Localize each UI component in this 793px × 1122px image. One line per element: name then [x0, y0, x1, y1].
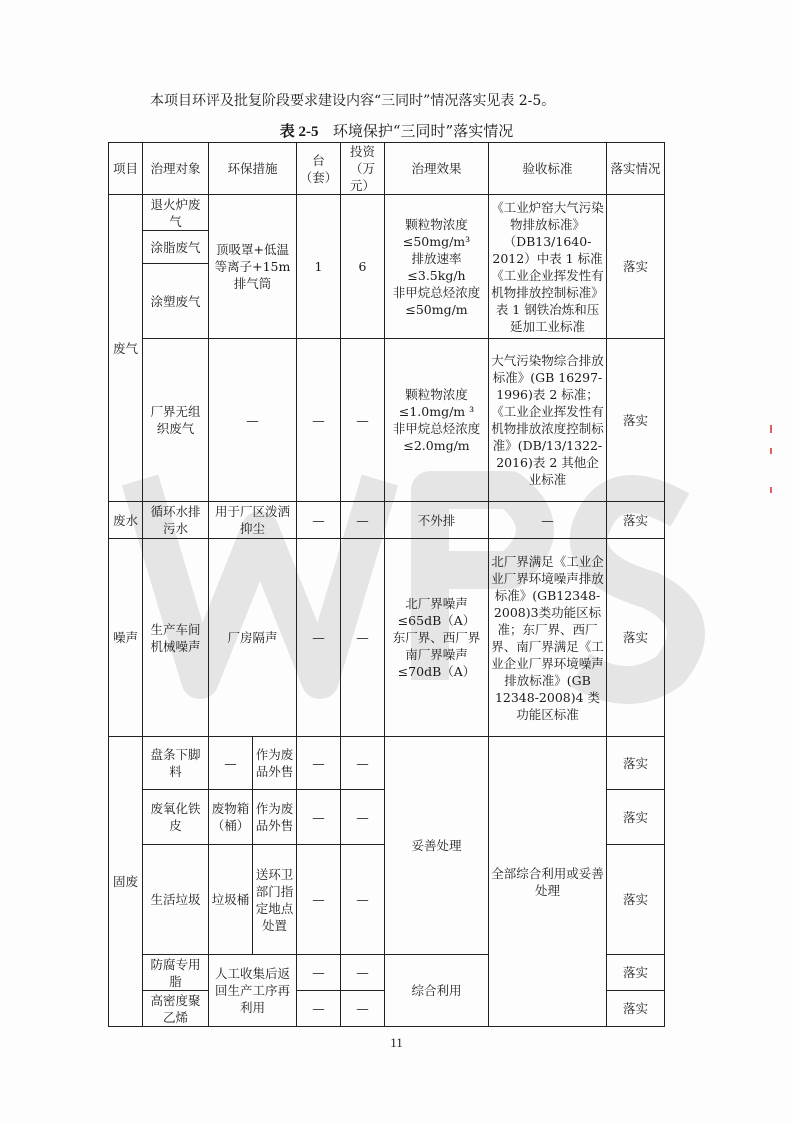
units-gas: 1 — [297, 195, 341, 339]
units-noise: — — [297, 539, 341, 737]
target-wire-scrap: 盘条下脚料 — [143, 737, 209, 790]
header-effect: 治理效果 — [385, 143, 489, 195]
units-anticorrosion-grease: — — [297, 955, 341, 991]
status-wire-scrap: 落实 — [607, 737, 665, 790]
invest-water: — — [341, 502, 385, 539]
margin-mark — [770, 448, 772, 454]
target-fugitive-gas: 厂界无组织废气 — [143, 339, 209, 502]
header-invest: 投资（万元） — [341, 143, 385, 195]
standard-fugitive: 大气污染物综合排放标准》(GB 16297-1996)表 2 标准；《工业企业挥发性有机物排放浓度控制标准》(DB/13/1322-2016)表 2 其他企业标准 — [489, 339, 607, 502]
category-noise: 噪声 — [109, 539, 143, 737]
header-measure: 环保措施 — [209, 143, 297, 195]
target-water: 循环水排污水 — [143, 502, 209, 539]
effect-water: 不外排 — [385, 502, 489, 539]
container-wire-scrap: — — [209, 737, 253, 790]
page-number: 11 — [390, 1035, 403, 1050]
invest-gas: 6 — [341, 195, 385, 339]
status-hdpe: 落实 — [607, 991, 665, 1027]
effect-solid-proper: 妥善处理 — [385, 737, 489, 955]
table-row — [109, 737, 665, 790]
target-coating-gas: 涂塑废气 — [143, 264, 209, 339]
target-domestic-garbage: 生活垃圾 — [143, 845, 209, 955]
header-units: 台（套） — [297, 143, 341, 195]
effect-fugitive: 颗粒物浓度≤1.0mg/m ³ 非甲烷总烃浓度≤2.0mg/m — [385, 339, 489, 502]
units-hdpe: — — [297, 991, 341, 1027]
status-noise: 落实 — [607, 539, 665, 737]
margin-mark — [770, 487, 772, 493]
status-water: 落实 — [607, 502, 665, 539]
table-row — [109, 502, 665, 539]
measure-fugitive: — — [209, 339, 297, 502]
header-item: 项目 — [109, 143, 143, 195]
invest-anticorrosion-grease: — — [341, 955, 385, 991]
intro-paragraph: 本项目环评及批复阶段要求建设内容“三同时”情况落实见表 2-5。 — [150, 93, 556, 109]
handle-domestic-garbage: 送环卫部门指定地点处置 — [253, 845, 297, 955]
standard-noise: 北厂界满足《工业企业厂界环境噪声排放标准》(GB12348-2008)3类功能区标准；东厂界、西厂界、南厂界满足《工业企业厂界环境噪声排放标准》(GB 12348-2008)4 类功能区标准 — [489, 539, 607, 737]
status-iron-oxide: 落实 — [607, 790, 665, 845]
effect-solid-reuse: 综合利用 — [385, 955, 489, 1027]
measure-noise: 厂房隔声 — [209, 539, 297, 737]
header-target: 治理对象 — [143, 143, 209, 195]
target-iron-oxide: 废氧化铁皮 — [143, 790, 209, 845]
units-water: — — [297, 502, 341, 539]
units-fugitive: — — [297, 339, 341, 502]
container-domestic-garbage: 垃圾桶 — [209, 845, 253, 955]
target-greasing-gas: 涂脂废气 — [143, 231, 209, 264]
header-standard: 验收标准 — [489, 143, 607, 195]
table-header-row — [109, 143, 665, 195]
target-anticorrosion-grease: 防腐专用脂 — [143, 955, 209, 991]
status-gas: 落实 — [607, 195, 665, 339]
invest-fugitive: — — [341, 339, 385, 502]
table-title: 环境保护“三同时”落实情况 — [332, 122, 514, 140]
invest-noise: — — [341, 539, 385, 737]
measure-gas-treatment: 顶吸罩+低温等离子+15m排气筒 — [209, 195, 297, 339]
target-annealing-gas: 退火炉废气 — [143, 195, 209, 231]
container-iron-oxide: 废物箱（桶） — [209, 790, 253, 845]
standard-solid: 全部综合利用或妥善处理 — [489, 737, 607, 1027]
standard-gas: 《工业炉窑大气污染物排放标准》（DB13/1640-2012）中表 1 标准《工业企业挥发性有机物排放控制标准》表 1 钢铁冶炼和压延加工业标准 — [489, 195, 607, 339]
units-domestic-garbage: — — [297, 845, 341, 955]
table-row — [109, 195, 665, 231]
table-number: 表 2-5 — [279, 124, 319, 140]
category-waste-gas: 废气 — [109, 195, 143, 502]
margin-mark — [770, 425, 772, 433]
measure-recycle: 人工收集后返回生产工序再利用 — [209, 955, 297, 1027]
header-status: 落实情况 — [607, 143, 665, 195]
invest-wire-scrap: — — [341, 737, 385, 790]
status-domestic-garbage: 落实 — [607, 845, 665, 955]
handle-wire-scrap: 作为废品外售 — [253, 737, 297, 790]
category-solid-waste: 固废 — [109, 737, 143, 1027]
table-caption — [0, 120, 793, 141]
measure-water: 用于厂区泼洒抑尘 — [209, 502, 297, 539]
effect-noise: 北厂界噪声≤65dB（A） 东厂界、西厂界南厂界噪声≤70dB（A） — [385, 539, 489, 737]
status-anticorrosion-grease: 落实 — [607, 955, 665, 991]
units-wire-scrap: — — [297, 737, 341, 790]
status-fugitive: 落实 — [607, 339, 665, 502]
invest-hdpe: — — [341, 991, 385, 1027]
handle-iron-oxide: 作为废品外售 — [253, 790, 297, 845]
target-noise: 生产车间机械噪声 — [143, 539, 209, 737]
invest-domestic-garbage: — — [341, 845, 385, 955]
environmental-measures-table — [108, 142, 665, 1027]
effect-gas: 颗粒物浓度≤50mg/m³ 排放速率≤3.5kg/h 非甲烷总烃浓度≤50mg/m — [385, 195, 489, 339]
standard-water: — — [489, 502, 607, 539]
target-hdpe: 高密度聚乙烯 — [143, 991, 209, 1027]
table-row — [109, 539, 665, 737]
table-row — [109, 339, 665, 502]
category-waste-water: 废水 — [109, 502, 143, 539]
units-iron-oxide: — — [297, 790, 341, 845]
invest-iron-oxide: — — [341, 790, 385, 845]
